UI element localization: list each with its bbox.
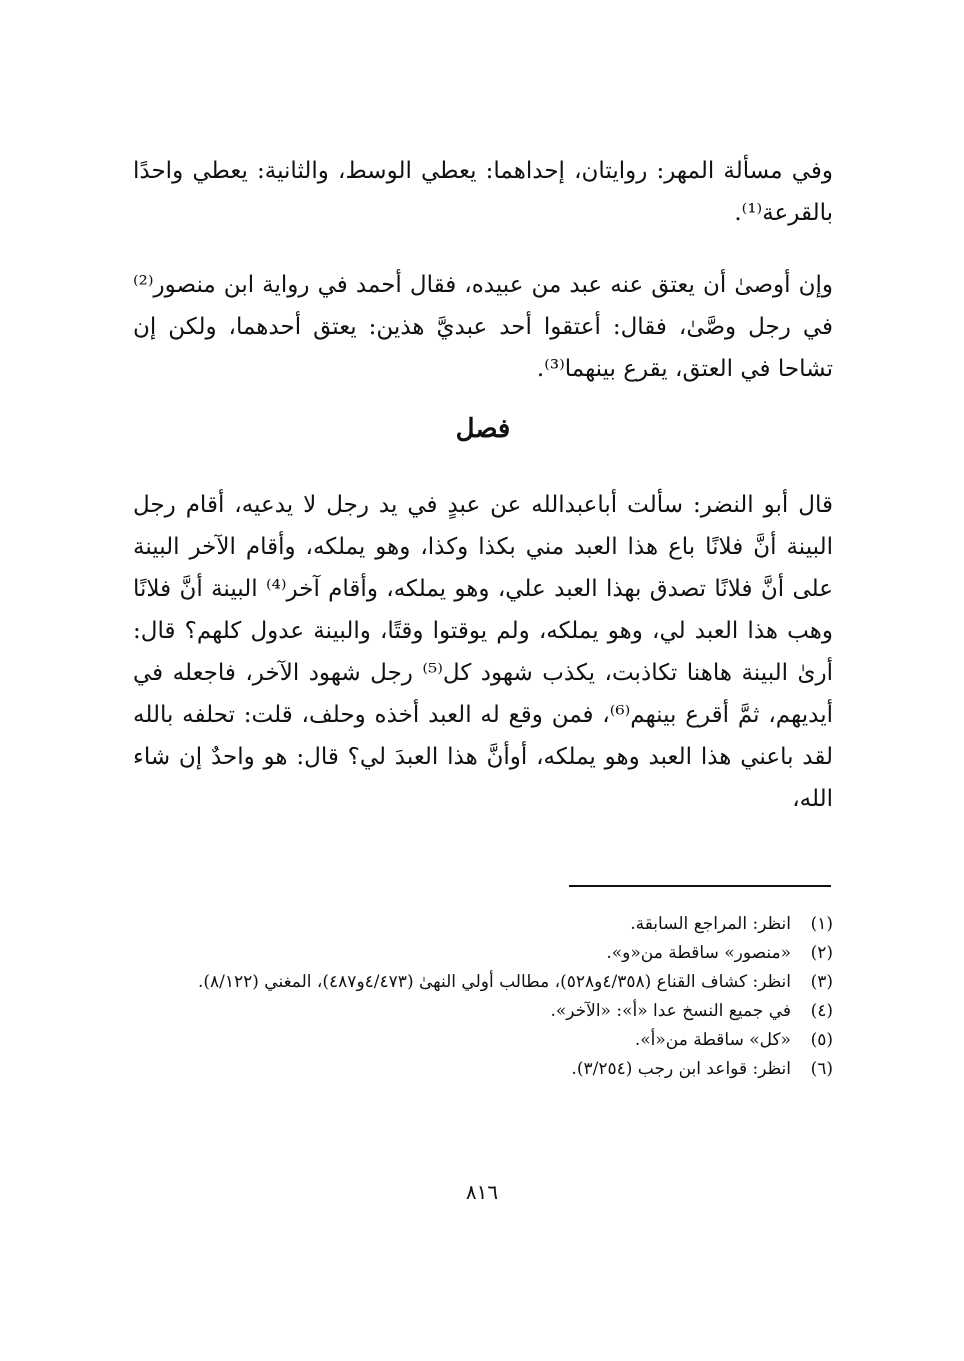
section-title: فصل bbox=[455, 414, 511, 444]
paragraph-abu-al-nadr: قال أبو النضر: سألت أباعبدالله عن عبدٍ في يد رجل لا يدعيه، أقام رجل البينة أنَّ فلانًا باع هذا العبد مني بكذا وكذا، وهو يملكه، وأقام الآخر البينة على أنَّ فلانًا تصدق بهذا العبد علي، وهو يملكه، وأقام آخر⁽⁴⁾ البينة أنَّ فلانًا وهب هذا العبد لي، وهو يملكه، ولم يوقتوا وقتًا، والبينة عدول كلهم؟ قال: أرىٰ البينة هاهنا تكاذبت، يكذب شهود كل⁽⁵⁾ رجل شهود الآخر، فاجعله في أيديهم، ثمَّ أقرع بينهم⁽⁶⁾، فمن وقع له العبد أخذه وحلف، قلت: تحلفه بالله لقد باعني هذا العبد وهو يملكه، أوأنَّ هذا العبدَ لي؟ قال: هو واحدٌ إن شاء الله، bbox=[133, 492, 834, 812]
footnote-number: (٣) bbox=[810, 972, 833, 992]
footnotes bbox=[133, 910, 833, 1084]
footnote-text: «منصور» ساقطة من«و». bbox=[606, 943, 791, 963]
footnote bbox=[133, 997, 833, 1026]
footnote-divider bbox=[569, 885, 831, 887]
footnote-text: «كل» ساقطة من«أ». bbox=[634, 1030, 791, 1050]
footnote-number: (٢) bbox=[810, 943, 833, 963]
paragraph-wasiyya: وإن أوصىٰ أن يعتق عنه عبد من عبيده، فقال أحمد في رواية ابن منصور⁽²⁾ في رجل وصَّىٰ، فقال: أعتقوا أحد عبديَّ هذين: يعتق أحدهما، ولكن إن تشاحا في العتق، يقرع بينهما⁽³⁾. bbox=[133, 272, 833, 382]
footnote bbox=[133, 1055, 833, 1084]
paragraph-mahr: وفي مسألة المهر: روايتان، إحداهما: يعطي الوسط، والثانية: يعطي واحدًا بالقرعة⁽¹⁾. bbox=[133, 158, 833, 226]
footnote bbox=[133, 939, 833, 968]
footnote bbox=[133, 1026, 833, 1055]
footnote-text: انظر: قواعد ابن رجب (٣/٢٥٤). bbox=[571, 1059, 791, 1079]
footnote-number: (١) bbox=[810, 914, 833, 934]
footnote-text: انظر: كشاف القناع (٤/٣٥٨و٥٢٨)، مطالب أولي النهىٰ (٤/٤٧٣و٤٨٧)، المغني (٨/١٢٢). bbox=[197, 972, 791, 992]
page-body bbox=[133, 150, 833, 820]
footnote-number: (٦) bbox=[810, 1059, 833, 1079]
footnote bbox=[133, 968, 833, 997]
footnote-text: انظر: المراجع السابقة. bbox=[630, 914, 791, 934]
page-number: ٨١٦ bbox=[465, 1180, 499, 1204]
footnote bbox=[133, 910, 833, 939]
footnote-number: (٥) bbox=[810, 1030, 833, 1050]
footnote-text: في جميع النسخ عدا «أ»: «الآخر». bbox=[550, 1001, 791, 1021]
footnote-number: (٤) bbox=[810, 1001, 833, 1021]
